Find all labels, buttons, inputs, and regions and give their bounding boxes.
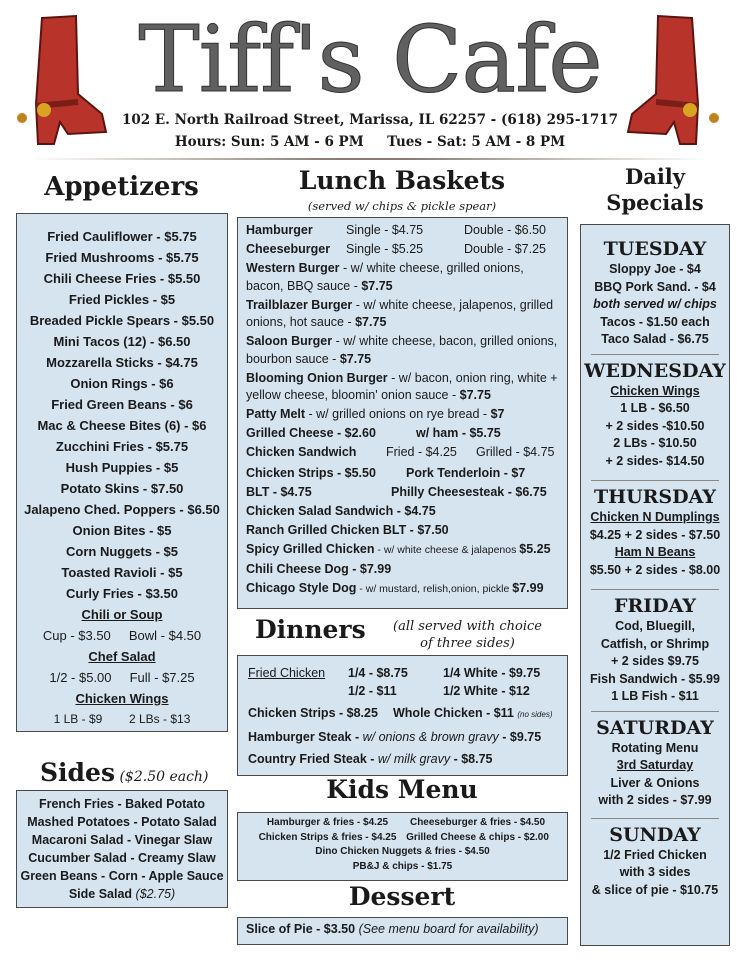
special-line: 1 LB Fish - $11 [611, 689, 699, 703]
salad-heading: Chef Salad [88, 649, 156, 664]
country-desc: w/ milk gravy [377, 752, 451, 766]
fried-chicken: Fried Chicken [248, 666, 326, 680]
appetizer-item: Fried Green Beans - $6 [51, 397, 193, 412]
side-item: French Fries - Baked Potato [38, 797, 205, 811]
appetizer-item: Fried Cauliflower - $5.75 [47, 229, 197, 244]
divider [591, 480, 719, 481]
ranch-grilled-chicken-blt: Ranch Grilled Chicken BLT - $7.50 [246, 522, 449, 537]
sides-title: Sides [40, 758, 116, 787]
appetizer-item: Mozzarella Sticks - $4.75 [46, 355, 198, 370]
special-line: 1 LB - $6.50 [620, 401, 690, 415]
wings-two-lb: 2 LBs - $13 [129, 712, 191, 726]
appetizer-item: Corn Nuggets - $5 [66, 544, 178, 559]
side-salad-price: ($2.75) [135, 887, 176, 901]
hours: Hours: Sun: 5 AM - 6 PM Tues - Sat: 5 AM - 8 PM [174, 134, 566, 150]
specials-heading [580, 164, 730, 216]
side-item: Macaroni Salad - Vinegar Slaw [31, 833, 213, 847]
appetizers-box [16, 213, 228, 732]
kids-heading: Kids Menu [326, 775, 478, 804]
half-white: 1/2 White - $12 [443, 684, 530, 698]
special-line: $4.25 + 2 sides - $7.50 [589, 527, 721, 542]
appetizer-item: Chili Cheese Fries - $5.50 [43, 271, 201, 286]
lunch-item-name: Patty Melt [246, 407, 306, 421]
hamburger-single: Single - $4.75 [346, 223, 424, 237]
side-salad: Side Salad [68, 887, 133, 901]
lunch-item-price: $7 [490, 407, 505, 421]
sunday-heading: SUNDAY [609, 823, 701, 846]
cheeseburger-single: Single - $5.25 [346, 242, 424, 256]
kids-box [237, 812, 568, 881]
chili-cheese-dog: Chili Cheese Dog - $7.99 [246, 561, 392, 576]
full-salad-price: Full - $7.25 [129, 670, 195, 685]
dessert-note: (See menu board for availability) [358, 922, 539, 936]
special-note: both served w/ chips [593, 297, 717, 311]
hamburger-steak-desc: w/ onions & brown gravy [362, 730, 499, 744]
special-line: Fish Sandwich - $5.99 [590, 671, 720, 686]
chicken-salad-sandwich: Chicken Salad Sandwich - $4.75 [246, 503, 436, 518]
lunch-item [246, 406, 559, 424]
special-line: Sloppy Joe - $4 [609, 262, 701, 276]
appetizer-item: Onion Bites - $5 [72, 523, 172, 538]
special-line: with 3 sides [619, 865, 691, 879]
chili-heading: Chili or Soup [81, 607, 163, 622]
appetizers-heading: Appetizers [44, 172, 199, 202]
hamburger-steak-price: - $9.75 [498, 730, 542, 744]
side-item: Cucumber Salad - Creamy Slaw [28, 851, 216, 865]
lunch-item-desc: - w/ white cheese, grilled onions, bacon, BBQ sauce - [246, 261, 524, 293]
appetizer-item: Mini Tacos (12) - $6.50 [53, 334, 191, 349]
appetizer-item: Zucchini Fries - $5.75 [55, 439, 189, 454]
cheeseburger: Cheeseburger [246, 242, 331, 256]
bowl-price: Bowl - $4.50 [128, 628, 202, 643]
lunch-item-price: $7.75 [459, 388, 491, 402]
saturday-heading: SATURDAY [596, 716, 714, 739]
dessert-box [237, 917, 568, 945]
special-line: Rotating Menu [611, 740, 699, 755]
lunch-item [246, 260, 559, 295]
special-line: with 2 sides - $7.99 [598, 793, 712, 807]
lunch-item-name: Saloon Burger [246, 334, 333, 348]
wednesday-heading: WEDNESDAY [584, 359, 726, 382]
grilled-cheese-ham: w/ ham - $5.75 [416, 426, 501, 440]
chicken-sandwich: Chicken Sandwich [246, 445, 357, 459]
spicy-price: $5.25 [519, 541, 551, 556]
special-line: Taco Salad - $6.75 [601, 332, 709, 346]
special-line: + 2 sides $9.75 [611, 654, 699, 668]
friday-heading: FRIDAY [613, 595, 696, 617]
chicken-sandwich-grilled: Grilled - $4.75 [476, 445, 555, 459]
special-line: + 2 sides -$10.50 [605, 418, 705, 433]
spicy-desc: - w/ white cheese & jalapenos [374, 543, 520, 556]
chicago-dog: Chicago Style Dog [246, 580, 357, 595]
special-line: + 2 sides- $14.50 [605, 453, 705, 468]
appetizer-item: Onion Rings - $6 [70, 376, 174, 391]
hamburger-steak: Hamburger Steak - [248, 730, 363, 744]
appetizer-item: Hush Puppies - $5 [65, 460, 179, 475]
special-line: $5.50 + 2 sides - $8.00 [589, 562, 721, 577]
side-item: Mashed Potatoes - Potato Salad [27, 815, 217, 829]
dessert-heading: Dessert [348, 882, 456, 911]
divider [591, 818, 719, 819]
lunch-item-desc: - w/ white cheese, jalapenos, grilled onions, hot sauce - [246, 297, 554, 329]
dinners-heading: Dinners [255, 615, 366, 644]
chicago-price: $7.99 [512, 580, 544, 595]
lunch-subtitle: (served w/ chips & pickle spear) [307, 199, 497, 213]
cowboy-boot-icon [14, 14, 114, 149]
special-line: Liver & Onions [610, 775, 700, 790]
appetizer-item: Jalapeno Ched. Poppers - $6.50 [24, 502, 220, 517]
chicago-desc: - w/ mustard, relish,onion, pickle [356, 582, 513, 595]
kids-item: Hamburger & fries - $4.25 [266, 817, 389, 828]
chicken-sandwich-fried: Fried - $4.25 [386, 445, 457, 459]
lunch-item-price: $7.75 [355, 315, 387, 329]
side-item: Green Beans - Corn - Apple Sauce [20, 869, 224, 883]
dinners-note: (all served with choice of three sides) [393, 619, 542, 651]
kids-item: PB&J & chips - $1.75 [352, 860, 453, 872]
sides-box [16, 790, 228, 908]
chicken-strips: Chicken Strips - $5.50 [246, 465, 376, 480]
special-line: 2 LBs - $10.50 [613, 436, 697, 450]
spicy-grilled-chicken: Spicy Grilled Chicken [246, 541, 375, 556]
pork-tenderloin: Pork Tenderloin - $7 [406, 465, 526, 480]
divider [30, 158, 710, 160]
divider [591, 711, 719, 712]
cup-price: Cup - $3.50 [42, 628, 111, 643]
kids-item: Grilled Cheese & chips - $2.00 [406, 831, 549, 843]
thursday-heading: THURSDAY [593, 486, 716, 508]
appetizer-item: Potato Skins - $7.50 [60, 481, 184, 496]
cheeseburger-double: Double - $7.25 [464, 242, 547, 256]
lunch-item-desc: - w/ white cheese, bacon, grilled onions, bourbon sauce - [246, 334, 558, 366]
appetizer-item: Toasted Ravioli - $5 [61, 565, 183, 580]
appetizer-item: Fried Pickles - $5 [68, 292, 176, 307]
blt: BLT - $4.75 [246, 484, 312, 499]
hamburger-double: Double - $6.50 [464, 223, 547, 237]
kids-item: Chicken Strips & fries - $4.25 [258, 831, 397, 843]
lunch-item-desc: - w/ bacon, onion ring, white + yellow cheese, bloomin' onion sauce - [246, 370, 558, 402]
special-line: & slice of pie - $10.75 [591, 882, 719, 897]
half-chicken: 1/2 - $11 [348, 684, 397, 698]
appetizer-item: Breaded Pickle Spears - $5.50 [29, 313, 215, 328]
lunch-item [246, 333, 559, 368]
appetizer-item: Mac & Cheese Bites (6) - $6 [37, 418, 207, 433]
specials-box [580, 224, 730, 946]
address: 102 E. North Railroad Street, Marissa, IL 62257 - (618) 295-1717 [122, 112, 618, 128]
tuesday-heading: TUESDAY [603, 238, 707, 260]
divider [591, 354, 719, 355]
country-price: - $8.75 [450, 752, 493, 766]
hamburger: Hamburger [246, 223, 313, 237]
specials-title-2: Specials [606, 190, 704, 215]
lunch-box [237, 217, 568, 609]
divider [591, 589, 719, 590]
lunch-item-name: Western Burger [246, 261, 340, 275]
no-sides-note: (no sides) [517, 710, 553, 719]
half-salad-price: 1/2 - $5.00 [49, 670, 112, 685]
grilled-cheese: Grilled Cheese - $2.60 [246, 426, 376, 440]
country-fried-steak: Country Fried Steak - [248, 752, 378, 766]
specials-title-1: Daily [625, 164, 685, 189]
lunch-item-name: Trailblazer Burger [246, 297, 353, 312]
special-subheading: Ham N Beans [614, 545, 696, 559]
lunch-item [246, 370, 559, 405]
slice-of-pie: Slice of Pie - $3.50 [246, 922, 356, 936]
lunch-item [246, 297, 559, 332]
special-line: BBQ Pork Sand. - $4 [594, 279, 716, 294]
special-line: Catfish, or Shrimp [600, 636, 710, 651]
special-subheading: Chicken Wings [610, 383, 700, 398]
wings-heading: Chicken Wings [75, 691, 169, 706]
dinners-box [237, 655, 568, 776]
dinner-chicken-strips: Chicken Strips - $8.25 [248, 706, 378, 720]
special-subheading: 3rd Saturday [616, 758, 694, 772]
lunch-item-desc: - w/ grilled onions on rye bread - [305, 407, 491, 421]
quarter-chicken: 1/4 - $8.75 [348, 666, 408, 680]
cafe-title: Tiff's Cafe [138, 6, 602, 113]
appetizer-item: Curly Fries - $3.50 [66, 586, 178, 601]
lunch-heading: Lunch Baskets [298, 166, 506, 195]
quarter-white: 1/4 White - $9.75 [443, 666, 541, 680]
lunch-item-name: Blooming Onion Burger [246, 370, 388, 385]
philly-cheesesteak: Philly Cheesesteak - $6.75 [391, 484, 547, 499]
sides-heading [40, 758, 230, 787]
sides-note: ($2.50 each) [119, 769, 209, 785]
special-line: Tacos - $1.50 each [600, 314, 710, 329]
whole-chicken: Whole Chicken - $11 [393, 706, 514, 720]
special-line: Cod, Bluegill, [615, 619, 695, 633]
special-subheading: Chicken N Dumplings [590, 510, 720, 524]
lunch-item-price: $7.75 [361, 278, 393, 293]
wings-one-lb: 1 LB - $9 [53, 712, 103, 726]
kids-item: Dino Chicken Nuggets & fries - $4.50 [315, 846, 490, 857]
lunch-item-price: $7.75 [339, 351, 372, 366]
appetizer-item: Fried Mushrooms - $5.75 [45, 250, 199, 265]
kids-item: Cheeseburger & fries - $4.50 [409, 817, 546, 828]
special-line: 1/2 Fried Chicken [603, 847, 707, 862]
